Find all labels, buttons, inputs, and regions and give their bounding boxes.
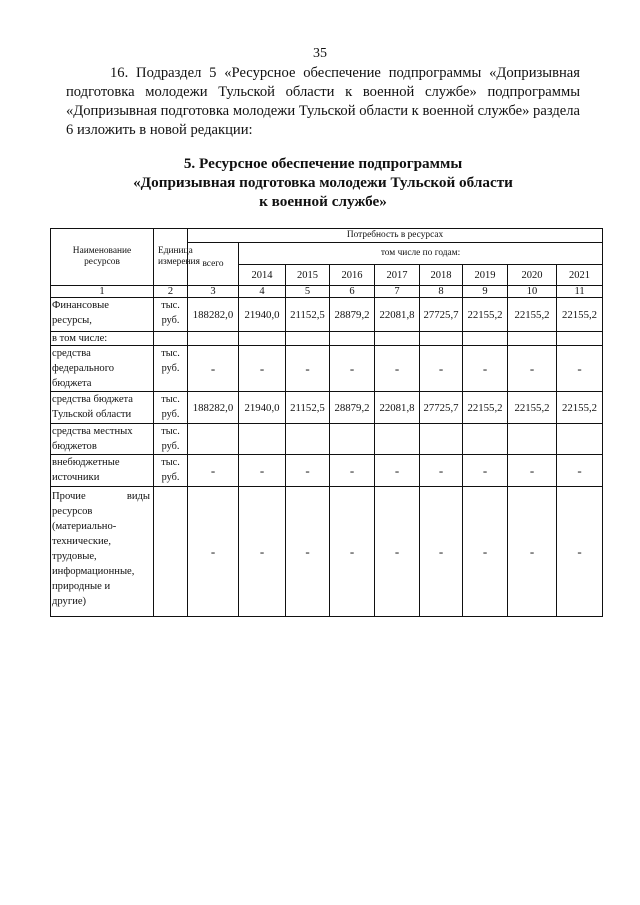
value-2016: - [330,346,375,392]
value-2017: 22081,8 [375,392,420,424]
row-federal-budget [51,346,603,392]
header-unit: Единица измерения [154,229,188,286]
value-2019: 22155,2 [463,298,508,332]
row-local-budgets [51,424,603,455]
value-2021: - [557,455,603,487]
row-label-line [52,489,153,504]
section-heading [66,154,580,211]
header-row-1 [51,229,603,243]
row-label-line: трудовые, [52,551,97,562]
empty-cell [557,332,603,346]
row-label [51,298,154,332]
row-label-line: бюджетов [52,441,97,452]
row-label: в том числе: [51,332,154,346]
unit-line: руб. [161,441,180,452]
value-2015: 21152,5 [286,392,330,424]
row-label-line: информационные, [52,566,135,577]
year-2021: 2021 [557,265,603,286]
year-2017: 2017 [375,265,420,286]
value-2018: - [420,487,463,617]
year-2019: 2019 [463,265,508,286]
empty-cell [463,424,508,455]
year-2018: 2018 [420,265,463,286]
unit-cell [154,346,188,392]
value-total: 188282,0 [188,298,239,332]
col-number: 2 [154,286,188,298]
unit-line: тыс. [161,300,180,311]
year-2014: 2014 [239,265,286,286]
col-number: 9 [463,286,508,298]
value-2019: - [463,455,508,487]
row-label-line: ресурсов [52,506,93,517]
value-2015: - [286,346,330,392]
row-label-line: федерального [52,363,115,374]
row-label [51,346,154,392]
unit-cell [154,392,188,424]
year-2016: 2016 [330,265,375,286]
empty-cell [420,332,463,346]
value-2016: 28879,2 [330,392,375,424]
value-total: - [188,455,239,487]
header-name: Наименование ресурсов [51,229,154,286]
heading-line-2: «Допризывная подготовка молодежи Тульской области [133,174,513,191]
row-other-resources [51,487,603,617]
value-2021: 22155,2 [557,392,603,424]
value-total: - [188,346,239,392]
col-number: 6 [330,286,375,298]
value-2021: 22155,2 [557,298,603,332]
empty-cell [188,332,239,346]
year-2020: 2020 [508,265,557,286]
unit-cell [154,298,188,332]
col-number: 1 [51,286,154,298]
row-label [51,455,154,487]
value-2016: - [330,455,375,487]
row-label-line: другие) [52,596,87,607]
value-2018: - [420,346,463,392]
value-2017: - [375,487,420,617]
value-2015: - [286,487,330,617]
row-label [51,487,154,617]
value-2019: 22155,2 [463,392,508,424]
value-2019: - [463,346,508,392]
intro-paragraph: 16. Подраздел 5 «Ресурсное обеспечение подпрограммы «Допризывная подготовка молодежи Тульской области к военной службе» подпрограммы «Допризывная подготовка молодежи Тульской области к военной службе» раздела 6 изложить в новой редакции: [66,65,580,138]
row-label-line: внебюджетные [52,457,120,468]
row-financial-resources [51,298,603,332]
row-label-line: средства бюджета [52,394,133,405]
unit-line: руб. [161,409,180,420]
row-label-word: Прочие [52,491,86,502]
value-2020: - [508,487,557,617]
empty-cell [330,424,375,455]
year-2015: 2015 [286,265,330,286]
row-extrabudgetary [51,455,603,487]
unit-line: тыс. [161,394,180,405]
empty-cell [286,332,330,346]
row-regional-budget [51,392,603,424]
page-number: 35 [313,46,327,61]
value-total: - [188,487,239,617]
empty-cell [557,424,603,455]
value-2016: 28879,2 [330,298,375,332]
value-total: 188282,0 [188,392,239,424]
header-total: всего [188,243,239,286]
row-including [51,332,603,346]
empty-cell [188,424,239,455]
value-2017: - [375,346,420,392]
value-2020: - [508,455,557,487]
heading-line-1: 5. Ресурсное обеспечение подпрограммы [183,155,463,172]
col-number: 4 [239,286,286,298]
resources-table [50,228,603,617]
value-2019: - [463,487,508,617]
unit-line: руб. [161,472,180,483]
empty-cell [375,332,420,346]
value-2020: 22155,2 [508,298,557,332]
empty-cell [330,332,375,346]
row-label [51,424,154,455]
value-2018: 27725,7 [420,392,463,424]
value-2015: - [286,455,330,487]
unit-line: тыс. [161,457,180,468]
col-number: 5 [286,286,330,298]
value-2017: 22081,8 [375,298,420,332]
empty-cell [508,424,557,455]
column-number-row [51,286,603,298]
value-2020: - [508,346,557,392]
unit-line: руб. [161,315,180,326]
empty-cell [508,332,557,346]
col-number: 10 [508,286,557,298]
value-2016: - [330,487,375,617]
row-label-line: Финансовые [52,300,109,311]
unit-line: руб. [161,363,180,374]
row-label-line: средства [52,348,91,359]
row-label-line: источники [52,472,100,483]
empty-cell [154,332,188,346]
empty-cell [154,487,188,617]
value-2014: 21940,0 [239,392,286,424]
row-label [51,392,154,424]
empty-cell [286,424,330,455]
row-label-line: (материально- [52,521,117,532]
value-2021: - [557,346,603,392]
empty-cell [239,332,286,346]
header-by-years: том числе по годам: [239,243,603,265]
row-label-line: ресурсы, [52,315,92,326]
header-need: Потребность в ресурсах [188,229,603,243]
unit-line: тыс. [161,426,180,437]
heading-line-3: к военной службе» [259,193,387,210]
row-label-word: виды [126,491,150,502]
empty-cell [420,424,463,455]
empty-cell [239,424,286,455]
value-2021: - [557,487,603,617]
value-2020: 22155,2 [508,392,557,424]
empty-cell [463,332,508,346]
value-2015: 21152,5 [286,298,330,332]
unit-cell [154,424,188,455]
row-label-line: технические, [52,536,111,547]
value-2018: 27725,7 [420,298,463,332]
row-label-line: средства местных [52,426,133,437]
row-label-line: бюджета [52,378,92,389]
value-2014: - [239,346,286,392]
row-label-line: Тульской области [52,409,132,420]
unit-cell [154,455,188,487]
value-2017: - [375,455,420,487]
value-2018: - [420,455,463,487]
value-2014: 21940,0 [239,298,286,332]
col-number: 11 [557,286,603,298]
col-number: 3 [188,286,239,298]
unit-line: тыс. [161,348,180,359]
value-2014: - [239,455,286,487]
value-2014: - [239,487,286,617]
col-number: 7 [375,286,420,298]
row-label-line: природные и [52,581,111,592]
empty-cell [375,424,420,455]
col-number: 8 [420,286,463,298]
